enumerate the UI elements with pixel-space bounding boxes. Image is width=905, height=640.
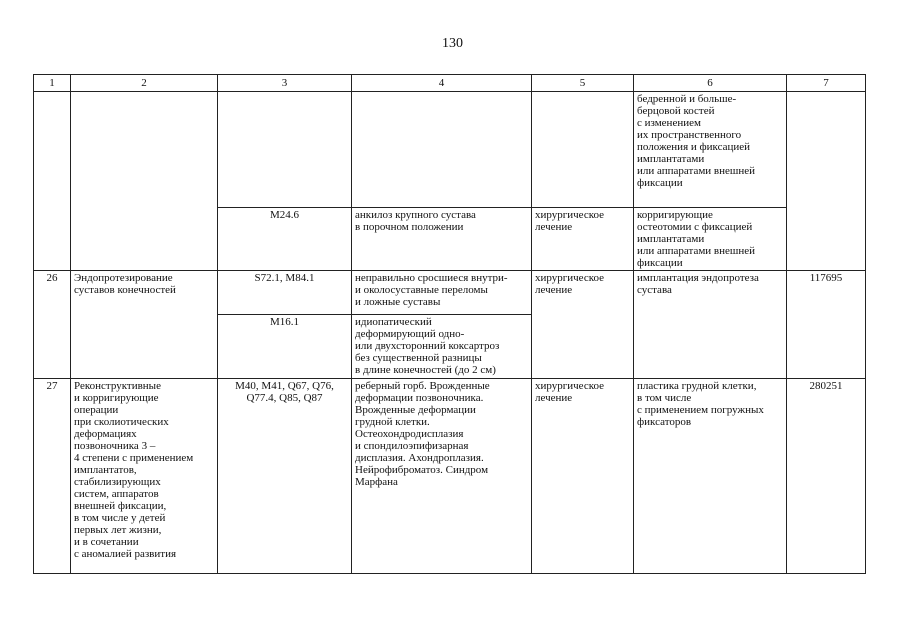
cell-code: M40, M41, Q67, Q76, Q77.4, Q85, Q87 xyxy=(218,379,352,574)
cell-name: Реконструктивные и корригирующие операции при сколиотических деформациях позвоночника 3 – 4 степени с применением имплантатов, стабилизирующих систем, аппаратов внешней фиксации, в том числе у детей первых лет жизни, и в сочетании с аномалией развития xyxy=(71,379,218,574)
cell-num xyxy=(34,92,71,271)
cell-name xyxy=(71,92,218,271)
header-cell-5: 5 xyxy=(532,75,634,92)
cell-treatment: хирургическое лечение xyxy=(532,271,634,379)
cell-code: S72.1, M84.1 xyxy=(218,271,352,315)
header-cell-1: 1 xyxy=(34,75,71,92)
cell-treatment: хирургическое лечение xyxy=(532,379,634,574)
cell-method: имплантация эндопротеза сустава xyxy=(634,271,787,379)
header-cell-2: 2 xyxy=(71,75,218,92)
table-row xyxy=(34,379,866,574)
cell-model: реберный горб. Врожденные деформации позвоночника. Врожденные деформации грудной клетки. Остеохондродисплазия и спондилоэпифизарная дисплазия. Ахондроплазия. Нейрофиброматоз. Синдром Марфана xyxy=(352,379,532,574)
cell-treatment: хирургическое лечение xyxy=(532,208,634,271)
header-row xyxy=(34,75,866,92)
cell-model: неправильно сросшиеся внутри- и околосуставные переломы и ложные суставы xyxy=(352,271,532,315)
table-row xyxy=(34,271,866,315)
cell-cost: 280251 xyxy=(787,379,866,574)
procedures-table xyxy=(33,74,866,574)
cell-code: M16.1 xyxy=(218,315,352,379)
header-cell-7: 7 xyxy=(787,75,866,92)
page-number: 130 xyxy=(442,36,463,51)
header-cell-4: 4 xyxy=(352,75,532,92)
cell-model: анкилоз крупного сустава в порочном положении xyxy=(352,208,532,271)
cell-num: 27 xyxy=(34,379,71,574)
cell-num: 26 xyxy=(34,271,71,379)
cell-method: пластика грудной клетки, в том числе с применением погружных фиксаторов xyxy=(634,379,787,574)
table-row xyxy=(34,92,866,208)
cell-code xyxy=(218,92,352,208)
cell-model xyxy=(352,92,532,208)
header-cell-6: 6 xyxy=(634,75,787,92)
cell-cost: 117695 xyxy=(787,271,866,379)
cell-name: Эндопротезирование суставов конечностей xyxy=(71,271,218,379)
cell-code: M24.6 xyxy=(218,208,352,271)
cell-model: идиопатический деформирующий одно- или двухсторонний коксартроз без существенной разницы в длине конечностей (до 2 см) xyxy=(352,315,532,379)
cell-treatment xyxy=(532,92,634,208)
header-cell-3: 3 xyxy=(218,75,352,92)
cell-cost xyxy=(787,92,866,271)
cell-method: корригирующие остеотомии с фиксацией имплантатами или аппаратами внешней фиксации xyxy=(634,208,787,271)
cell-method: бедренной и больше- берцовой костей с изменением их пространственного положения и фиксацией имплантатами или аппаратами внешней фиксации xyxy=(634,92,787,208)
